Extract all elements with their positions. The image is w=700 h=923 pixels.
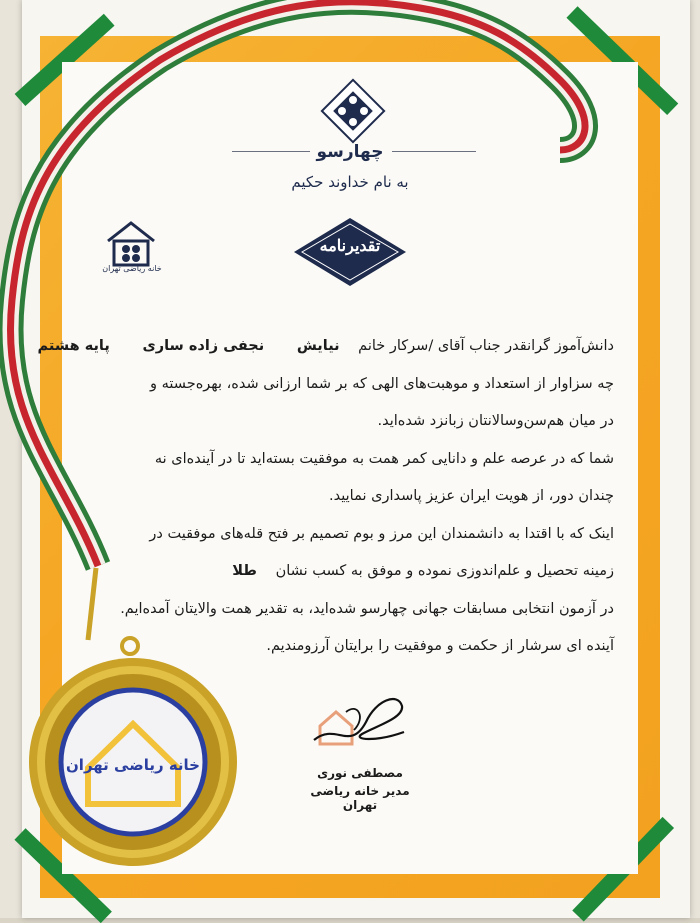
certificate-title: تقدیرنامه: [319, 236, 381, 255]
recipient-last-name: نجفی زاده ساری: [142, 338, 265, 354]
signer-name: مصطفی نوری: [317, 766, 403, 780]
body-line-9: آینده ای سرشار از حکمت و موفقیت را برایتان آرزومندیم.: [266, 638, 614, 654]
body-line-2: چه سزاوار از استعداد و موهبت‌های الهی که بر شما ارزانی شده، بهره‌جسته و: [150, 375, 614, 392]
body-line-6: اینک که با اقتدا به دانشمندان این مرز و بوم تصمیم بر فتح قله‌های موفقیت در: [149, 525, 614, 542]
certificate-body: [37, 328, 614, 666]
brand-name: چهارسو: [316, 142, 384, 162]
body-line-7-text: زمینه تحصیل و علم‌اندوزی نموده و موفق به کسب نشان: [275, 563, 614, 579]
gold-medal: [26, 636, 240, 870]
body-line-8: در آزمون انتخابی مسابقات جهانی چهارسو شده‌اید، به تقدیر همت والایتان آمده‌ایم.: [120, 600, 614, 617]
medal-label: خانه ریاضی تهران: [66, 756, 200, 774]
side-logo-caption: خانه ریاضی تهران: [102, 264, 162, 273]
body-line-5: چندان دور، از هویت ایران عزیز پاسداری نمایید.: [329, 488, 614, 504]
recipient-prefix: دانش‌آموز گرانقدر جناب آقای /سرکار خانم: [358, 338, 614, 354]
body-line-7: [94, 553, 614, 591]
charsoo-emblem-icon: [318, 76, 388, 146]
recipient-grade: پایه هشتم: [37, 338, 110, 354]
invocation-text: به نام خداوند حکیم: [291, 173, 409, 191]
body-line-4: شما که در عرصه علم و دانایی کمر همت به موفقیت بسته‌اید تا در آینده‌ای نه: [154, 450, 614, 467]
body-line-3: در میان هم‌سن‌وسالانتان زبانزد شده‌اید.: [377, 413, 614, 429]
signer-title: مدیر خانه ریاضی تهران: [310, 784, 410, 812]
medal-word: طلا: [232, 563, 257, 579]
signature-mark: [306, 682, 410, 762]
body-line-1: [37, 328, 614, 366]
recipient-first-name: نیایش: [296, 338, 340, 354]
